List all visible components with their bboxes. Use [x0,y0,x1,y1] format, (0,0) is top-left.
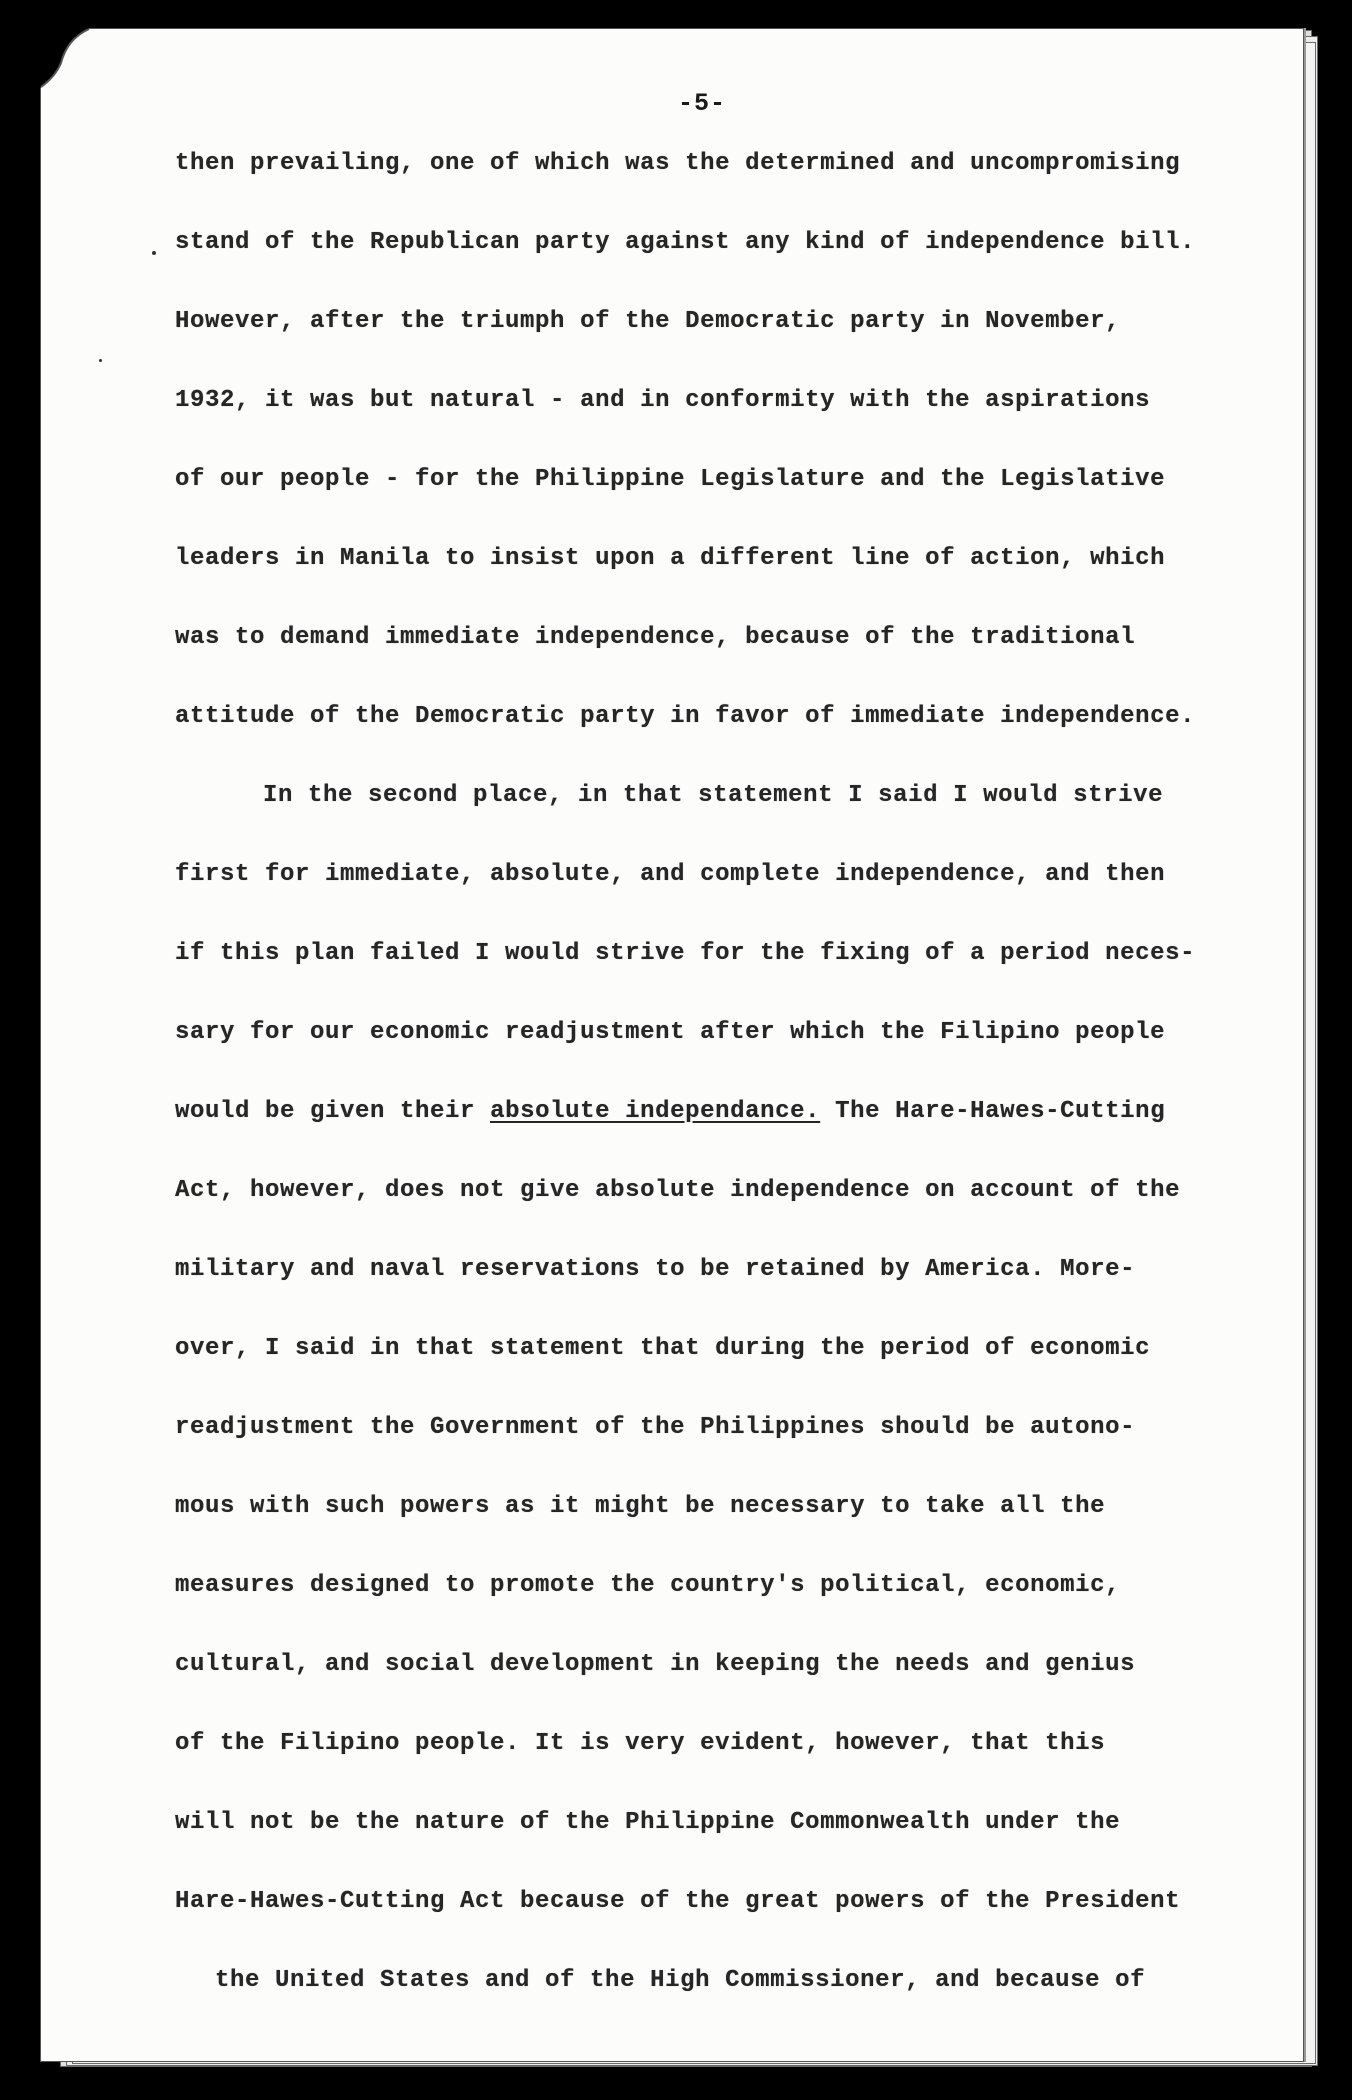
text-line: leaders in Manila to insist upon a different line of action, which [175,545,1166,572]
text-line: will not be the nature of the Philippine Commonwealth under the [175,1809,1121,1836]
text-line: if this plan failed I would strive for the fixing of a period neces- [175,940,1196,967]
text-line: then prevailing, one of which was the determined and uncompromising [175,150,1181,177]
text-line: cultural, and social development in keeping the needs and genius [175,1651,1136,1678]
text-line: was to demand immediate independence, because of the traditional [175,624,1136,651]
text-line: of the Filipino people. It is very evident, however, that this [175,1730,1106,1757]
text-line: However, after the triumph of the Democratic party in November, [175,308,1121,335]
folded-corner-icon [39,27,109,97]
text-line: Hare-Hawes-Cutting Act because of the great powers of the President [175,1888,1181,1915]
text-line-with-underline [175,1072,1275,1151]
text-line: of our people - for the Philippine Legislature and the Legislative [175,466,1166,493]
paragraph-start-line: In the second place, in that statement I said I would strive [263,782,1164,809]
ink-speck [152,251,156,255]
page-number: -5- [677,89,726,118]
text-segment: The Hare-Hawes-Cutting [835,1098,1166,1125]
text-line: measures designed to promote the country's political, economic, [175,1572,1121,1599]
ink-speck [99,359,102,362]
text-line: Act, however, does not give absolute independence on account of the [175,1177,1181,1204]
text-line: sary for our economic readjustment after which the Filipino people [175,1019,1166,1046]
text-line: attitude of the Democratic party in favor of immediate independence. [175,703,1196,730]
text-line: the United States and of the High Commissioner, and because of [215,1967,1146,1994]
text-line: readjustment the Government of the Philippines should be autono- [175,1414,1136,1441]
text-line: military and naval reservations to be retained by America. More- [175,1256,1136,1283]
document-page [40,28,1304,2062]
text-segment: would be given their [175,1098,476,1125]
text-line: mous with such powers as it might be necessary to take all the [175,1493,1106,1520]
text-line: over, I said in that statement that during the period of economic [175,1335,1151,1362]
underlined-phrase: absolute independance. [490,1098,821,1125]
text-line: first for immediate, absolute, and complete independence, and then [175,861,1166,888]
text-line: 1932, it was but natural - and in conformity with the aspirations [175,387,1151,414]
text-line: stand of the Republican party against any kind of independence bill. [175,229,1196,256]
body-text [175,124,1275,2020]
